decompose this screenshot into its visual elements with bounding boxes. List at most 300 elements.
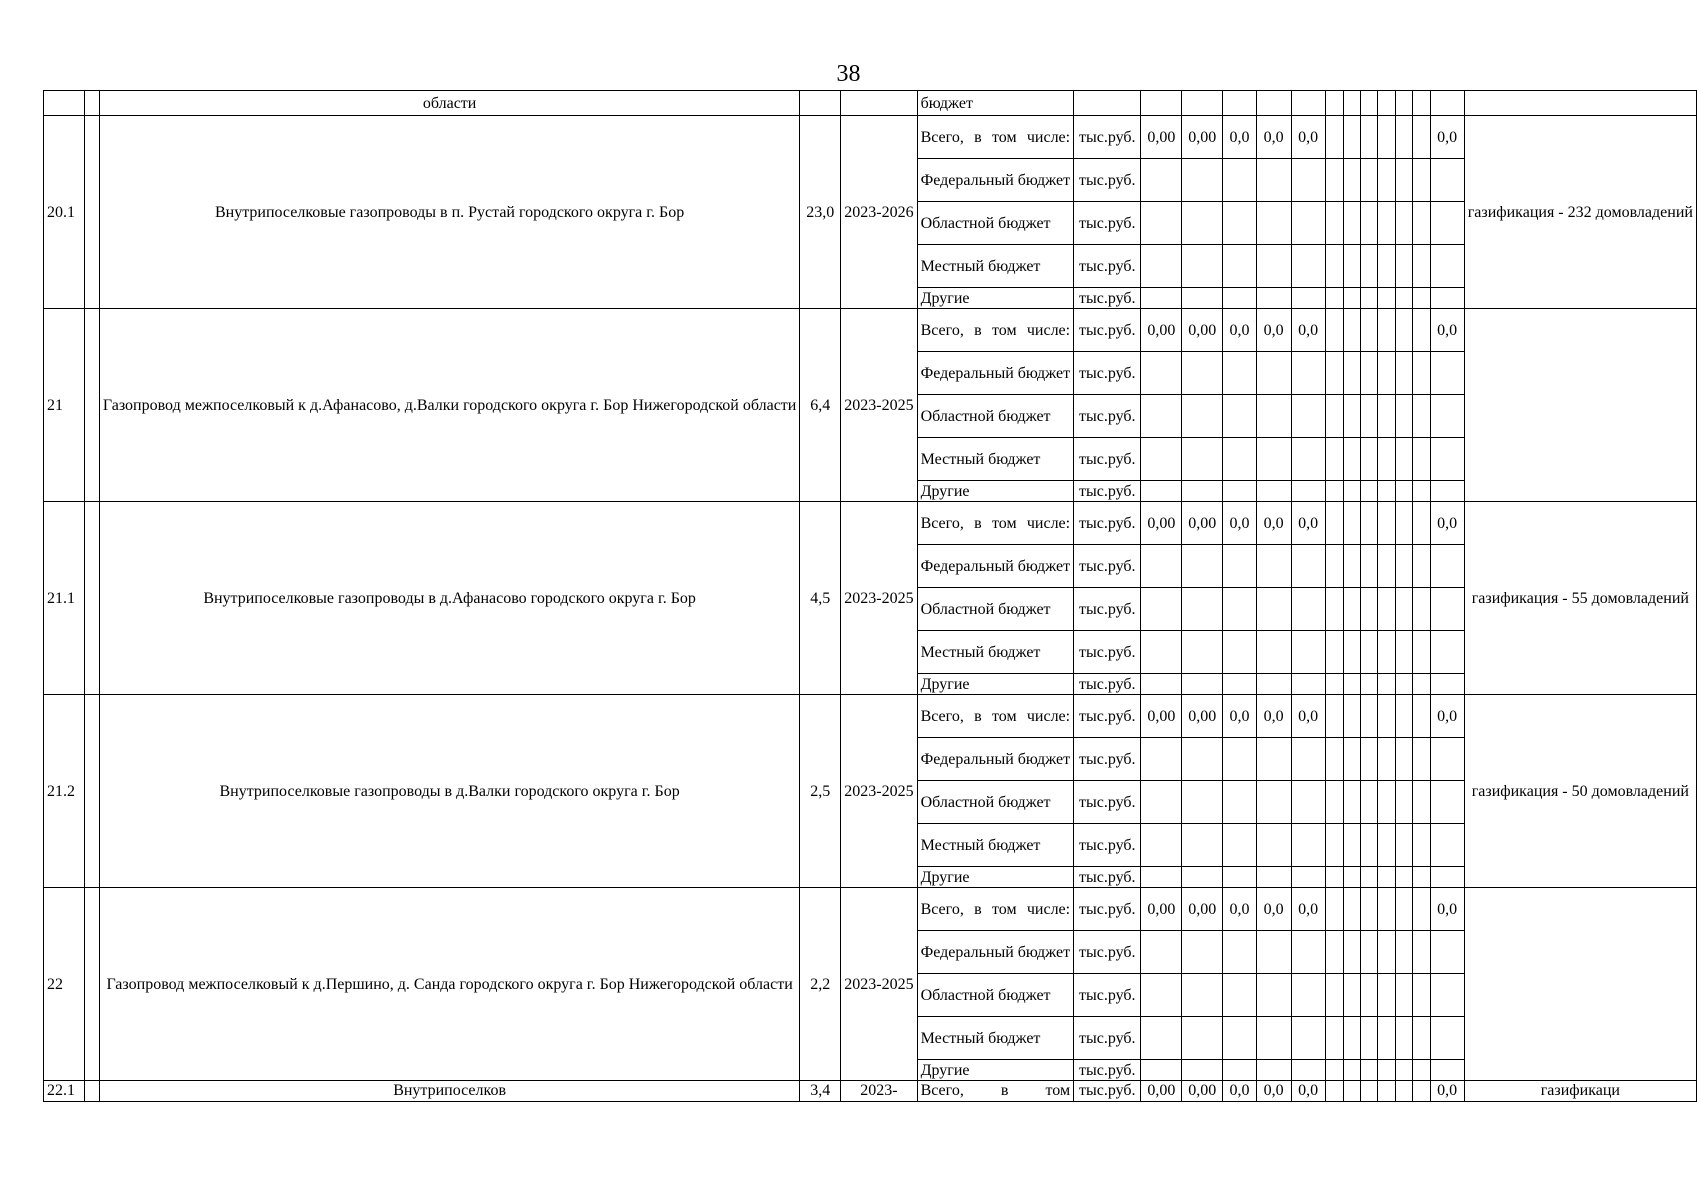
length-cell: 6,4: [800, 309, 841, 502]
cell: [1343, 1081, 1360, 1102]
unit-cell: тыс.руб.: [1074, 888, 1141, 931]
cell: [1182, 202, 1223, 245]
value-cell: 0,00: [1182, 695, 1223, 738]
unit-cell: тыс.руб.: [1074, 824, 1141, 867]
cell: [1291, 931, 1325, 974]
cell: [1413, 245, 1430, 288]
cell: [1141, 245, 1182, 288]
cell: [1361, 1060, 1378, 1081]
cell: [1361, 674, 1378, 695]
cell: [1430, 1017, 1464, 1060]
cell: [84, 91, 99, 116]
value-cell: 0,00: [1182, 888, 1223, 931]
cell: [1141, 867, 1182, 888]
cell: [1223, 438, 1257, 481]
cell: [1291, 974, 1325, 1017]
cell: [1361, 395, 1378, 438]
value-cell: 0,0: [1223, 695, 1257, 738]
cell: [1325, 888, 1343, 931]
cell: [1291, 481, 1325, 502]
cell: [1361, 481, 1378, 502]
cell: [1395, 1081, 1412, 1102]
cell: [1256, 395, 1291, 438]
cell: [1430, 159, 1464, 202]
cell: [1361, 931, 1378, 974]
cell: [1291, 245, 1325, 288]
cell: [1325, 1060, 1343, 1081]
cell: [1325, 288, 1343, 309]
cell: [1141, 781, 1182, 824]
cell: [1141, 352, 1182, 395]
unit-cell: тыс.руб.: [1074, 395, 1141, 438]
cell: [1378, 159, 1395, 202]
result-cell: газификаци: [1464, 1081, 1696, 1102]
cell: [1256, 674, 1291, 695]
cell: [1325, 545, 1343, 588]
cell: [1182, 931, 1223, 974]
cell: [1413, 695, 1430, 738]
cell: [1413, 395, 1430, 438]
cell: [1430, 588, 1464, 631]
table-row: [44, 888, 1697, 931]
cell: [1325, 481, 1343, 502]
cell: [1378, 481, 1395, 502]
total-cell: 0,0: [1430, 309, 1464, 352]
table-row: [44, 1081, 1697, 1102]
code-cell: 22: [44, 888, 85, 1081]
cell: [1378, 545, 1395, 588]
cell: [1413, 674, 1430, 695]
cell: [1256, 824, 1291, 867]
source-cell: Всего, в том числе:: [917, 888, 1074, 931]
cell: [1378, 974, 1395, 1017]
object-name-cell: Внутрипоселков: [99, 1081, 800, 1102]
cell: [1413, 1081, 1430, 1102]
cell: [1378, 288, 1395, 309]
unit-cell: тыс.руб.: [1074, 631, 1141, 674]
cell: [1141, 1060, 1182, 1081]
cell: [1182, 481, 1223, 502]
cell: [1343, 438, 1360, 481]
cell: [1430, 931, 1464, 974]
code-cell: 21.1: [44, 502, 85, 695]
cell: [1430, 91, 1464, 116]
period-cell: 2023-2025: [841, 502, 917, 695]
cell: [1141, 159, 1182, 202]
cell: [1256, 931, 1291, 974]
cell: [1182, 867, 1223, 888]
cell: [1343, 91, 1360, 116]
cell: [1395, 931, 1412, 974]
cell: [1343, 309, 1360, 352]
cell: [841, 91, 917, 116]
cell: [1413, 931, 1430, 974]
value-cell: 0,00: [1182, 309, 1223, 352]
cell: [1395, 116, 1412, 159]
unit-cell: тыс.руб.: [1074, 781, 1141, 824]
cell: [1141, 674, 1182, 695]
cell: [84, 309, 99, 502]
cell: [1430, 674, 1464, 695]
cell: [1395, 1017, 1412, 1060]
source-cell: Местный бюджет: [917, 631, 1074, 674]
cell: [1256, 738, 1291, 781]
cell: [1291, 1017, 1325, 1060]
value-cell: 0,00: [1141, 888, 1182, 931]
unit-cell: тыс.руб.: [1074, 974, 1141, 1017]
cell: [1141, 481, 1182, 502]
total-cell: 0,0: [1430, 695, 1464, 738]
result-cell: [1464, 888, 1696, 1081]
cell: [1256, 159, 1291, 202]
source-cell: Федеральный бюджет: [917, 352, 1074, 395]
value-cell: 0,0: [1291, 888, 1325, 931]
cell: [1223, 974, 1257, 1017]
cell: [1291, 288, 1325, 309]
cell: [1343, 502, 1360, 545]
cell: [1256, 288, 1291, 309]
value-cell: 0,0: [1223, 502, 1257, 545]
cell: [1141, 974, 1182, 1017]
cell: [1325, 395, 1343, 438]
cell: [1378, 867, 1395, 888]
length-cell: 2,5: [800, 695, 841, 888]
cell: [1361, 545, 1378, 588]
cell: [1395, 1060, 1412, 1081]
length-cell: 4,5: [800, 502, 841, 695]
cell: [1395, 481, 1412, 502]
cell: [1430, 974, 1464, 1017]
cell: [1325, 91, 1343, 116]
value-cell: 0,0: [1256, 502, 1291, 545]
cell: [1378, 245, 1395, 288]
cell: [1395, 631, 1412, 674]
unit-cell: тыс.руб.: [1074, 588, 1141, 631]
cell: [1378, 202, 1395, 245]
cell: [1395, 159, 1412, 202]
cell: [1430, 824, 1464, 867]
cell: [1182, 545, 1223, 588]
cell: [1343, 781, 1360, 824]
cell: [1343, 824, 1360, 867]
cell: [1325, 245, 1343, 288]
source-cell: Всего, в том числе:: [917, 502, 1074, 545]
cell: [1182, 674, 1223, 695]
cell: [1182, 288, 1223, 309]
table-row: [44, 695, 1697, 738]
cell: [1223, 588, 1257, 631]
value-cell: 0,0: [1223, 116, 1257, 159]
period-cell: 2023-: [841, 1081, 917, 1102]
cell: [1343, 588, 1360, 631]
cell: [1343, 288, 1360, 309]
cell: [1343, 159, 1360, 202]
cell: [1256, 1017, 1291, 1060]
cell: [1343, 545, 1360, 588]
unit-cell: тыс.руб.: [1074, 352, 1141, 395]
cell: [1325, 738, 1343, 781]
cell: [1223, 1060, 1257, 1081]
cell: [1343, 202, 1360, 245]
object-name-cell: Газопровод межпоселковый к д.Афанасово, д.Валки городского округа г. Бор Нижегородской области: [99, 309, 800, 502]
cell: [1256, 202, 1291, 245]
cell: [1223, 288, 1257, 309]
unit-cell: тыс.руб.: [1074, 245, 1141, 288]
cell: [1182, 352, 1223, 395]
cell: [1291, 588, 1325, 631]
source-cell: Другие: [917, 867, 1074, 888]
cell: [1361, 867, 1378, 888]
source-cell: Областной бюджет: [917, 202, 1074, 245]
program-table: [43, 90, 1697, 1102]
cell: [1343, 395, 1360, 438]
unit-cell: тыс.руб.: [1074, 116, 1141, 159]
cell: [1182, 974, 1223, 1017]
cell: [1361, 974, 1378, 1017]
cell: [1291, 738, 1325, 781]
cell: [1430, 631, 1464, 674]
cell: [1395, 867, 1412, 888]
cell: [1325, 309, 1343, 352]
cell: [1291, 674, 1325, 695]
unit-cell: тыс.руб.: [1074, 1017, 1141, 1060]
cell: [1141, 738, 1182, 781]
cell: [1141, 395, 1182, 438]
cell: [1361, 288, 1378, 309]
cell: [1413, 481, 1430, 502]
cell: [1430, 352, 1464, 395]
cell: [1361, 159, 1378, 202]
cell: [84, 502, 99, 695]
cell: [1430, 395, 1464, 438]
table-row: [44, 116, 1697, 159]
value-cell: 0,00: [1141, 309, 1182, 352]
cell: [1141, 202, 1182, 245]
value-cell: 0,0: [1223, 1081, 1257, 1102]
cell: [1325, 695, 1343, 738]
cell: [1395, 738, 1412, 781]
cell: [1325, 1081, 1343, 1102]
cell: [1361, 116, 1378, 159]
cell: [1141, 824, 1182, 867]
value-cell: 0,00: [1182, 502, 1223, 545]
cell: [1141, 288, 1182, 309]
value-cell: 0,0: [1256, 695, 1291, 738]
cell: [1378, 695, 1395, 738]
source-cell: Федеральный бюджет: [917, 738, 1074, 781]
cell: [1378, 91, 1395, 116]
cell: [1361, 309, 1378, 352]
cell: [1430, 288, 1464, 309]
cell: [1291, 867, 1325, 888]
cell: [1395, 438, 1412, 481]
cell: [1182, 824, 1223, 867]
length-cell: 23,0: [800, 116, 841, 309]
cell: [1291, 202, 1325, 245]
cell: [1413, 309, 1430, 352]
unit-cell: тыс.руб.: [1074, 738, 1141, 781]
cell: [1182, 395, 1223, 438]
cell: [1256, 245, 1291, 288]
cell: [1413, 1060, 1430, 1081]
unit-cell: тыс.руб.: [1074, 438, 1141, 481]
source-cell: Областной бюджет: [917, 588, 1074, 631]
source-cell: Всего, в том: [917, 1081, 1074, 1102]
source-cell: Местный бюджет: [917, 824, 1074, 867]
cell: [1378, 588, 1395, 631]
source-cell: Федеральный бюджет: [917, 159, 1074, 202]
cell: [1325, 502, 1343, 545]
cell: [1395, 352, 1412, 395]
cell: [1256, 91, 1291, 116]
cell: [1430, 781, 1464, 824]
total-cell: 0,0: [1430, 1081, 1464, 1102]
unit-cell: тыс.руб.: [1074, 309, 1141, 352]
object-name-cell: Внутрипоселковые газопроводы в п. Рустай городского округа г. Бор: [99, 116, 800, 309]
cell: [1430, 202, 1464, 245]
cell: [1413, 438, 1430, 481]
cell: [1325, 781, 1343, 824]
cell: [1378, 931, 1395, 974]
cell: [1291, 1060, 1325, 1081]
cell: [1343, 631, 1360, 674]
source-cell: Областной бюджет: [917, 974, 1074, 1017]
cell: [1395, 695, 1412, 738]
cell: [1182, 91, 1223, 116]
cell: [1413, 631, 1430, 674]
source-cell: Другие: [917, 674, 1074, 695]
cell: [1343, 1017, 1360, 1060]
cell: [1378, 1060, 1395, 1081]
cell: [1223, 931, 1257, 974]
cell: [1223, 824, 1257, 867]
value-cell: 0,0: [1256, 888, 1291, 931]
unit-cell: тыс.руб.: [1074, 481, 1141, 502]
cell: [1378, 395, 1395, 438]
cell: [1223, 867, 1257, 888]
cell: [1182, 631, 1223, 674]
cell: [1413, 91, 1430, 116]
unit-cell: тыс.руб.: [1074, 931, 1141, 974]
object-name-cell: Газопровод межпоселковый к д.Першино, д. Санда городского округа г. Бор Нижегородской области: [99, 888, 800, 1081]
cell: [84, 888, 99, 1081]
cell: [1361, 695, 1378, 738]
cell: [1413, 116, 1430, 159]
cell: [1291, 395, 1325, 438]
value-cell: 0,0: [1291, 116, 1325, 159]
cell: [1395, 674, 1412, 695]
cell: [1395, 288, 1412, 309]
source-cell: Всего, в том числе:: [917, 695, 1074, 738]
source-cell: Другие: [917, 481, 1074, 502]
cell: [1291, 824, 1325, 867]
cell: [1361, 888, 1378, 931]
cell: [1223, 395, 1257, 438]
unit-cell: тыс.руб.: [1074, 502, 1141, 545]
unit-cell: тыс.руб.: [1074, 159, 1141, 202]
cell: [1291, 352, 1325, 395]
source-cell: Областной бюджет: [917, 395, 1074, 438]
cell: [1223, 738, 1257, 781]
cell: [1413, 352, 1430, 395]
cell: [1430, 245, 1464, 288]
cell: [1361, 438, 1378, 481]
cell: [1413, 824, 1430, 867]
code-cell: 21.2: [44, 695, 85, 888]
value-cell: 0,0: [1291, 502, 1325, 545]
source-cell: Другие: [917, 1060, 1074, 1081]
cell: [1361, 245, 1378, 288]
unit-cell: тыс.руб.: [1074, 867, 1141, 888]
code-cell: 21: [44, 309, 85, 502]
cell: [1141, 631, 1182, 674]
length-cell: 3,4: [800, 1081, 841, 1102]
cell: [1395, 202, 1412, 245]
value-cell: 0,0: [1223, 888, 1257, 931]
cell: [1223, 674, 1257, 695]
cell: [1343, 931, 1360, 974]
source-cell: Федеральный бюджет: [917, 545, 1074, 588]
cell: [1343, 738, 1360, 781]
cell: [1430, 545, 1464, 588]
cell: [1141, 438, 1182, 481]
cell: [1343, 888, 1360, 931]
cell: [1430, 1060, 1464, 1081]
cell: [1361, 588, 1378, 631]
period-cell: 2023-2025: [841, 309, 917, 502]
cell: [1343, 1060, 1360, 1081]
cell: [1291, 631, 1325, 674]
cell: [1256, 588, 1291, 631]
cell: [84, 695, 99, 888]
object-name-cell: Внутрипоселковые газопроводы в д.Валки городского округа г. Бор: [99, 695, 800, 888]
cell: [1395, 888, 1412, 931]
cell: [1325, 202, 1343, 245]
cell: [1291, 159, 1325, 202]
value-cell: 0,00: [1141, 1081, 1182, 1102]
cell: [1343, 674, 1360, 695]
cell: [1395, 91, 1412, 116]
cell: [1378, 781, 1395, 824]
cell: [1325, 824, 1343, 867]
cell: [1256, 631, 1291, 674]
cell: [1413, 738, 1430, 781]
cell: [1325, 352, 1343, 395]
value-cell: 0,00: [1141, 116, 1182, 159]
cell: [1182, 1060, 1223, 1081]
cell: [1141, 588, 1182, 631]
period-cell: 2023-2026: [841, 116, 917, 309]
name-cell: области: [99, 91, 800, 116]
total-cell: 0,0: [1430, 116, 1464, 159]
table-row: [44, 91, 1697, 116]
cell: [1223, 202, 1257, 245]
cell: [1413, 781, 1430, 824]
cell: [1378, 502, 1395, 545]
total-cell: 0,0: [1430, 502, 1464, 545]
cell: [1413, 588, 1430, 631]
source-cell: бюджет: [917, 91, 1074, 116]
value-cell: 0,00: [1141, 695, 1182, 738]
cell: [1378, 116, 1395, 159]
cell: [1361, 1081, 1378, 1102]
period-cell: 2023-2025: [841, 888, 917, 1081]
unit-cell: тыс.руб.: [1074, 674, 1141, 695]
result-cell: [1464, 309, 1696, 502]
code-cell: 20.1: [44, 116, 85, 309]
cell: [1361, 91, 1378, 116]
cell: [1256, 545, 1291, 588]
